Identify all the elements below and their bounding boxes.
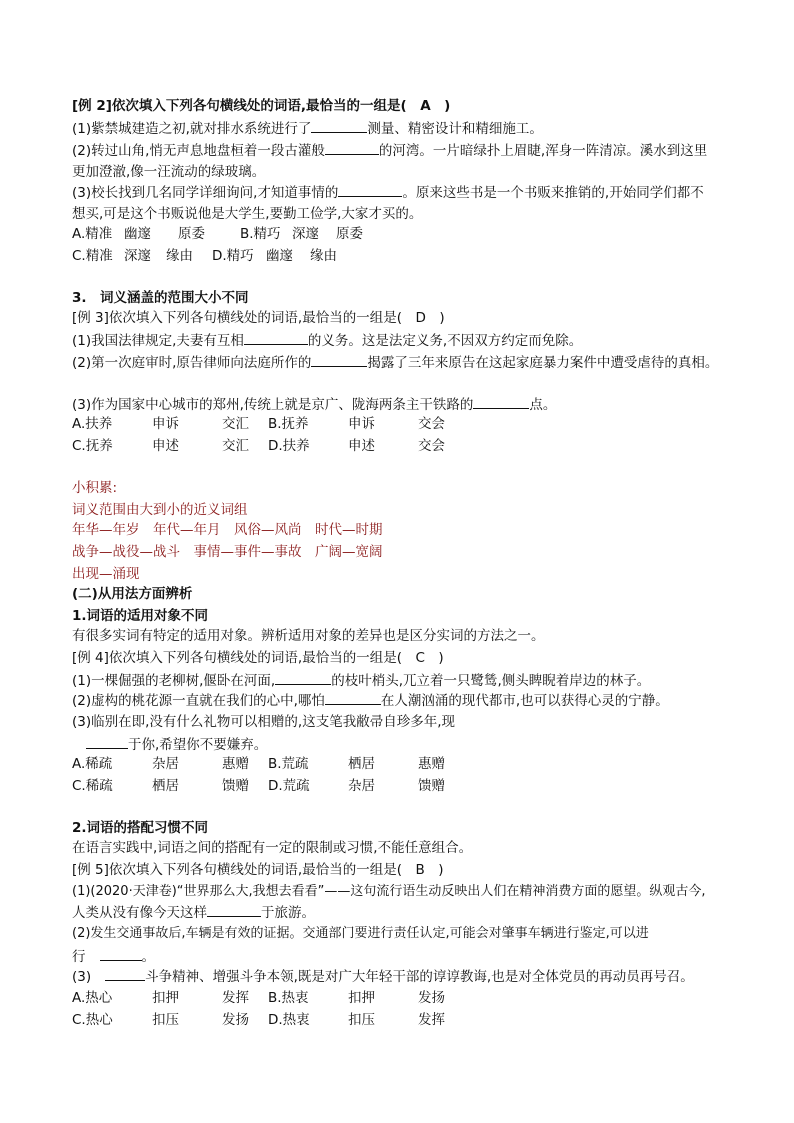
option-c-1: C.稀疏	[72, 778, 113, 794]
option-d-3: 交会	[418, 438, 445, 454]
example-5-question-2: (2)发生交通事故后,车辆是有效的证据。交通部门要进行责任认定,可能会对肇事车辆进行鉴定,可以进	[72, 926, 649, 941]
section-usage-heading: (二)从用法方面辨析	[72, 586, 193, 602]
option-b-2: 扣押	[348, 990, 375, 1006]
option-b-2: 申诉	[348, 416, 375, 432]
option-d-3: 馈赠	[418, 778, 445, 794]
option-d-2: 杂居	[348, 778, 375, 794]
example-5-question-1: (1)(2020·天津卷)“世界那么大,我想去看看”——这句流行语生动反映出人们在精神消费方面的愿望。纵观古今,	[72, 884, 706, 899]
option-a-1: A.稀疏	[72, 756, 113, 772]
option-d-2: 申述	[348, 438, 375, 454]
option-c-3: 馈赠	[222, 778, 249, 794]
option-d-3: 缘由	[310, 248, 337, 264]
example-3-question-3: (3)作为国家中心城市的郑州,传统上就是京广、陇海两条主干铁路的 点。	[72, 394, 556, 415]
section-2-description: 在语言实践中,词语之间的搭配有一定的限制或习惯,不能任意组合。	[72, 840, 473, 856]
example-3-question-1: (1)我国法律规定,夫妻有互相 的义务。这是法定义务,不因双方约定而免除。	[72, 330, 582, 351]
option-a-3: 原委	[178, 226, 205, 242]
accumulation-row-2: 战争—战役—战斗 事情—事件—事故 广阔—宽阔	[72, 544, 383, 560]
option-c-2: 扣压	[152, 1012, 179, 1028]
option-a-1: A.精准	[72, 226, 113, 242]
example-2-question-2-cont: 更加澄澈,像一汪流动的绿玻璃。	[72, 164, 266, 180]
option-a-2: 申诉	[152, 416, 179, 432]
example-3-question-2: (2)第一次庭审时,原告律师向法庭所作的 揭露了三年来原告在这起家庭暴力案件中遭受虐待的真相。	[72, 352, 718, 373]
option-d-1: D.热衷	[268, 1012, 310, 1028]
option-c-2: 深邃	[124, 248, 151, 264]
example-4-title: [例 4]依次填入下列各句横线处的词语,最恰当的一组是( C )	[72, 650, 444, 666]
option-c-3: 发扬	[222, 1012, 249, 1028]
option-d-1: D.荒疏	[268, 778, 310, 794]
option-a-1: A.热心	[72, 990, 113, 1006]
example-5-question-1-cont: 人类从没有像今天这样 于旅游。	[72, 902, 315, 923]
example-2-question-3: (3)校长找到几名同学详细询问,才知道事情的 。原来这些书是一个书贩来推销的,开始同学们都不	[72, 182, 704, 203]
example-2-question-2: (2)转过山角,悄无声息地盘桓着一段古灌般 的河湾。一片暗绿扑上眉睫,浑身一阵清凉。溪水到这里	[72, 140, 707, 161]
accumulation-row-3: 出现—涌现	[72, 566, 140, 582]
example-4-question-3: (3)临别在即,没有什么礼物可以相赠的,这支笔我敝帚自珍多年,现	[72, 714, 455, 730]
option-b-2: 深邃	[292, 226, 319, 242]
option-b-1: B.热衷	[268, 990, 309, 1006]
accumulation-subtitle: 词义范围由大到小的近义词组	[72, 502, 248, 518]
example-2-question-3-cont: 想买,可是这个书贩说他是大学生,要勤工俭学,大家才买的。	[72, 206, 423, 222]
option-c-3: 缘由	[166, 248, 193, 264]
section-3-heading: 3. 词义涵盖的范围大小不同	[72, 290, 249, 306]
option-b-1: B.荒疏	[268, 756, 309, 772]
option-b-1: B.精巧	[240, 226, 281, 242]
example-3-title: [例 3]依次填入下列各句横线处的词语,最恰当的一组是( D )	[72, 310, 445, 326]
option-d-3: 发挥	[418, 1012, 445, 1028]
example-5-question-3: (3) 斗争精神、增强斗争本领,既是对广大年轻干部的谆谆教诲,也是对全体党员的再动员再号召。	[72, 966, 694, 987]
option-d-2: 幽邃	[266, 248, 293, 264]
example-5-question-2-cont: 行 。	[72, 946, 155, 967]
option-b-3: 原委	[336, 226, 363, 242]
option-a-3: 惠赠	[222, 756, 249, 772]
example-4-question-1: (1)一棵倔强的老柳树,偃卧在河面, 的枝叶梢头,兀立着一只鹭鸶,侧头睥睨着岸边的林子。	[72, 670, 650, 691]
option-d-1: D.扶养	[268, 438, 310, 454]
option-b-2: 栖居	[348, 756, 375, 772]
option-b-1: B.抚养	[268, 416, 309, 432]
option-d-2: 扣压	[348, 1012, 375, 1028]
option-a-1: A.扶养	[72, 416, 113, 432]
example-2-question-1: (1)紫禁城建造之初,就对排水系统进行了 测量、精密设计和精细施工。	[72, 118, 543, 139]
option-a-3: 交汇	[222, 416, 249, 432]
accumulation-row-1: 年华—年岁 年代—年月 风俗—风尚 时代—时期	[72, 522, 383, 538]
option-c-3: 交汇	[222, 438, 249, 454]
example-2-title: [例 2]依次填入下列各句横线处的词语,最恰当的一组是( A )	[72, 98, 451, 114]
option-a-2: 扣押	[152, 990, 179, 1006]
option-d-1: D.精巧	[212, 248, 254, 264]
example-5-title: [例 5]依次填入下列各句横线处的词语,最恰当的一组是( B )	[72, 862, 444, 878]
example-4-question-2: (2)虚构的桃花源一直就在我们的心中,哪怕 在人潮汹涌的现代都市,也可以获得心灵的宁静。	[72, 690, 669, 711]
option-c-2: 申述	[152, 438, 179, 454]
section-1-heading: 1.词语的适用对象不同	[72, 608, 209, 624]
option-b-3: 惠赠	[418, 756, 445, 772]
section-2-heading: 2.词语的搭配习惯不同	[72, 820, 209, 836]
option-c-2: 栖居	[152, 778, 179, 794]
option-a-3: 发挥	[222, 990, 249, 1006]
section-1-description: 有很多实词有特定的适用对象。辨析适用对象的差异也是区分实词的方法之一。	[72, 628, 545, 644]
option-a-2: 杂居	[152, 756, 179, 772]
option-b-3: 交会	[418, 416, 445, 432]
option-c-1: C.精准	[72, 248, 113, 264]
option-b-3: 发扬	[418, 990, 445, 1006]
accumulation-title: 小积累:	[72, 480, 118, 496]
option-a-2: 幽邃	[124, 226, 151, 242]
option-c-1: C.抚养	[72, 438, 113, 454]
option-c-1: C.热心	[72, 1012, 113, 1028]
example-4-question-3-cont: 于你,希望你不要嫌弃。	[86, 734, 267, 755]
